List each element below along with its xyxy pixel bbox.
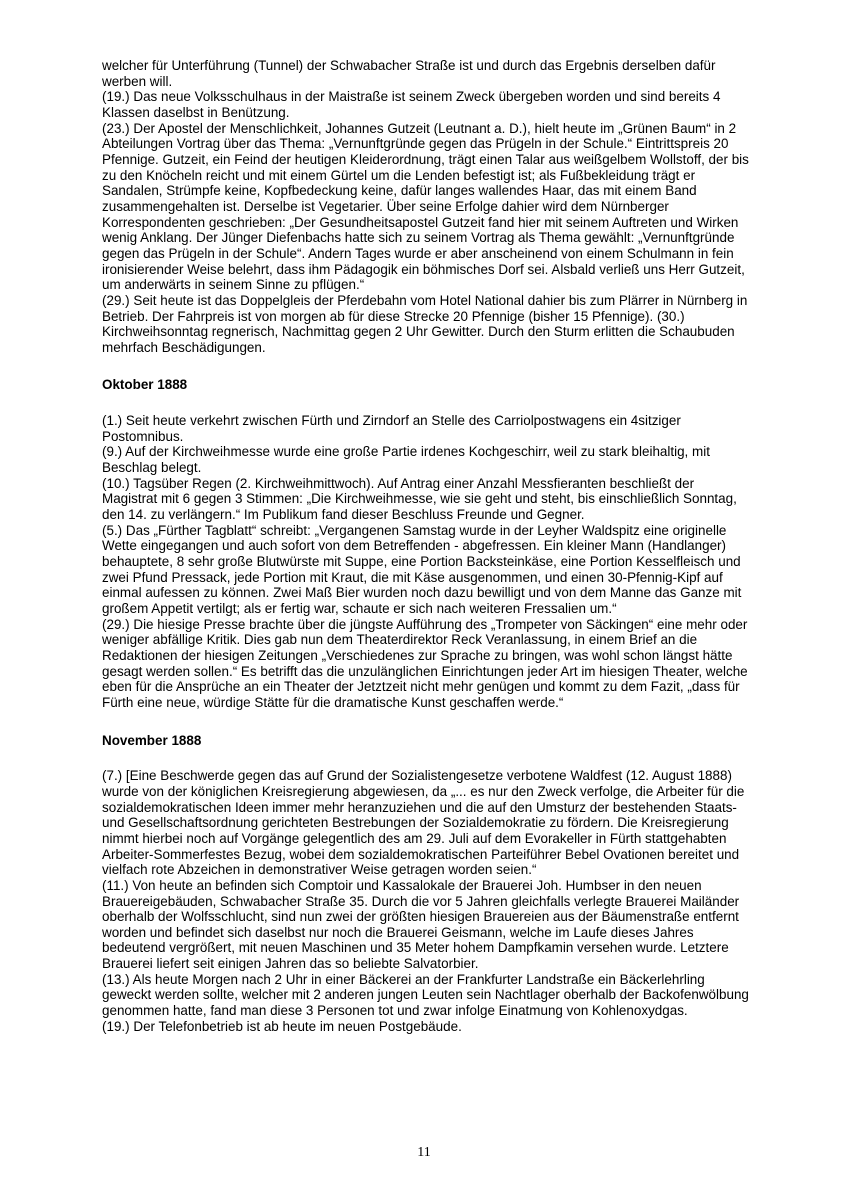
continuation-section xyxy=(102,58,752,355)
spacer xyxy=(102,748,752,768)
paragraph-oct-10: (10.) Tagsüber Regen (2. Kirchweihmittwoch). Auf Antrag einer Anzahl Messfieranten beschließt der Magistrat mit 6 gegen 3 Stimmen: „Die Kirchweihmesse, wie sie geht und steht, bis einschließlich Sonntag, den 14. zu verlängern.“ Im Publikum fand dieser Beschluss Freunde und Gegner. xyxy=(102,475,737,523)
section-heading-november: November 1888 xyxy=(102,732,202,748)
paragraph-sept-29: (29.) Seit heute ist das Doppelgleis der Pferdebahn vom Hotel National dahier bis zum Plärrer in Nürnberg in Betrieb. Der Fahrpreis ist von morgen ab für diese Strecke 20 Pfennige (bisher 15 Pfennige). (30.) Kirchweihsonntag regnerisch, Nachmittag gegen 2 Uhr Gewitter. Durch den Sturm erlitten die Schaubuden mehrfach Beschädigungen. xyxy=(102,292,748,355)
paragraph-nov-11: (11.) Von heute an befinden sich Comptoir und Kassalokale der Brauerei Joh. Humbser in den neuen Brauereigebäuden, Schwabacher Straße 35. Durch die vor 5 Jahren gleichfalls verlegte Brauerei Mailänder oberhalb der Wolfsschlucht, sind nun zwei der größten hiesigen Brauereien aus der Bäumenstraße entfernt worden und befindet sich daselbst nur noch die Brauerei Geismann, welche im Laufe dieses Jahres bedeutend vergrößert, mit neuen Maschinen und 35 Meter hohem Dampfkamin versehen wurde. Letztere Brauerei liefert seit einigen Jahren das so beliebte Salvatorbier. xyxy=(102,877,740,972)
spacer xyxy=(102,711,752,733)
paragraph-oct-9: (9.) Auf der Kirchweihmesse wurde eine große Partie irdenes Kochgeschirr, weil zu stark bleihaltig, mit Beschlag belegt. xyxy=(102,444,710,476)
paragraph-sept-19: (19.) Das neue Volksschulhaus in der Maistraße ist seinem Zweck übergeben worden und sind bereits 4 Klassen daselbst in Benützung. xyxy=(102,89,721,120)
paragraph-intro-1: welcher für Unterführung (Tunnel) der Schwabacher Straße ist und durch das Ergebnis derselben dafür werben will. xyxy=(102,58,716,89)
document-page xyxy=(102,58,752,1034)
paragraph-oct-1: (1.) Seit heute verkehrt zwischen Fürth und Zirndorf an Stelle des Carriolpostwagens ein 4sitziger Postomnibus. xyxy=(102,413,681,444)
spacer xyxy=(102,393,752,413)
paragraph-nov-7: (7.) [Eine Beschwerde gegen das auf Grund der Sozialistengesetze verbotene Waldfest (12. August 1888) wurde von der königlichen Kreisregierung abgewiesen, da „... es nur den Zweck verfolge, die Arbeiter für die sozialdemokratischen Ideen immer mehr heranzuziehen und die auf den Umsturz der bestehenden Staats- und Gesellschaftsordnung gerichteten Bestrebungen der Sozialdemokratie zu fördern. Die Kreisregierung nimmt hierbei noch auf Vorgänge gelegentlich des am 29. Juli auf dem Evorakeller in Fürth stattgehabten Arbeiter-Sommerfestes Bezug, wobei dem sozialdemokratischen Parteiführer Bebel Ovationen bereitet und vielfach rote Abzeichen in demonstrativer Weise getragen worden seien.“ xyxy=(102,768,745,878)
november-section xyxy=(102,768,752,1034)
page-number: 11 xyxy=(417,1145,431,1160)
spacer xyxy=(102,355,752,377)
paragraph-nov-19: (19.) Der Telefonbetrieb ist ab heute im neuen Postgebäude. xyxy=(102,1018,462,1034)
paragraph-nov-13: (13.) Als heute Morgen nach 2 Uhr in einer Bäckerei an der Frankfurter Landstraße ein Bäckerlehrling geweckt werden sollte, welcher mit 2 anderen jungen Leuten sein Nachtlager oberhalb der Backofenwölbung genommen hatte, fand man diese 3 Personen tot und zwar infolge Einatmung von Kohlenoxydgas. xyxy=(102,971,749,1019)
paragraph-oct-5: (5.) Das „Fürther Tagblatt“ schreibt: „Vergangenen Samstag wurde in der Leyher Waldspitz eine originelle Wette eingegangen und auch sofort von dem Betreffenden - abgefressen. Ein kleiner Mann (Handlanger) behauptete, 8 sehr große Blutwürste mit Suppe, eine Portion Backsteinkäse, eine Portion Kesselfleisch und zwei Pfund Pressack, jede Portion mit Kraut, die mit Käse ausgenommen, und einen 30-Pfennig-Kipf auf einmal aufessen zu können. Zwei Maß Bier wurden noch dazu bewilligt und von dem Manne das Ganze mit großem Appetit vertilgt; als er fertig war, schaute er sich nach weiteren Fressalien um.“ xyxy=(102,522,742,616)
october-section xyxy=(102,413,752,710)
section-heading-october: Oktober 1888 xyxy=(102,377,188,393)
paragraph-sept-23: (23.) Der Apostel der Menschlichkeit, Johannes Gutzeit (Leutnant a. D.), hielt heute im „Grünen Baum“ in 2 Abteilungen Vortrag über das Thema: „Vernunftgründe gegen das Prügeln in der Schule.“ Eintrittspreis 20 Pfennige. Gutzeit, ein Feind der heutigen Kleiderordnung, trägt einen Talar aus weißgelbem Wollstoff, der bis zu den Knöcheln reicht und mit einem Gürtel um die Lenden befestigt ist; als Fußbekleidung trägt er Sandalen, Strümpfe keine, Kopfbedeckung keine, dafür langes wallendes Haar, das mit einem Band zusammengehalten ist. Derselbe ist Vegetarier. Über seine Erfolge dahier wird dem Nürnberger Korrespondenten geschrieben: „Der Gesundheitsapostel Gutzeit fand hier mit seinem Auftreten und Wirken wenig Anklang. Der Jünger Diefenbachs hatte sich zu seinem Vortrag als Thema gewählt: „Vernunftgründe gegen das Prügeln in der Schule“. Andern Tages wurde er aber anscheinend von einem Schulmann in fein ironisierender Weise belehrt, dass ihm Pädagogik ein böhmisches Dorf sei. Alsbald verließ uns Herr Gutzeit, um anderwärts in seinem Sinne zu pflügen.“ xyxy=(102,120,749,293)
paragraph-oct-29: (29.) Die hiesige Presse brachte über die jüngste Aufführung des „Trompeter von Säckingen“ eine mehr oder weniger abfällige Kritik. Dies gab nun dem Theaterdirektor Reck Veranlassung, in einem Brief an die Redaktionen der hiesigen Zeitungen „Verschiedenes zur Sprache zu bringen, was wohl schon längst hätte gesagt werden sollen.“ Es betrifft das die unzulänglichen Einrichtungen jeder Art im hiesigen Theater, welche eben für die Ansprüche an ein Theater der Jetztzeit nicht mehr genügen und kommt zu dem Fazit, „dass für Fürth eine neue, würdige Stätte für die dramatische Kunst geschaffen werde.“ xyxy=(102,616,748,710)
